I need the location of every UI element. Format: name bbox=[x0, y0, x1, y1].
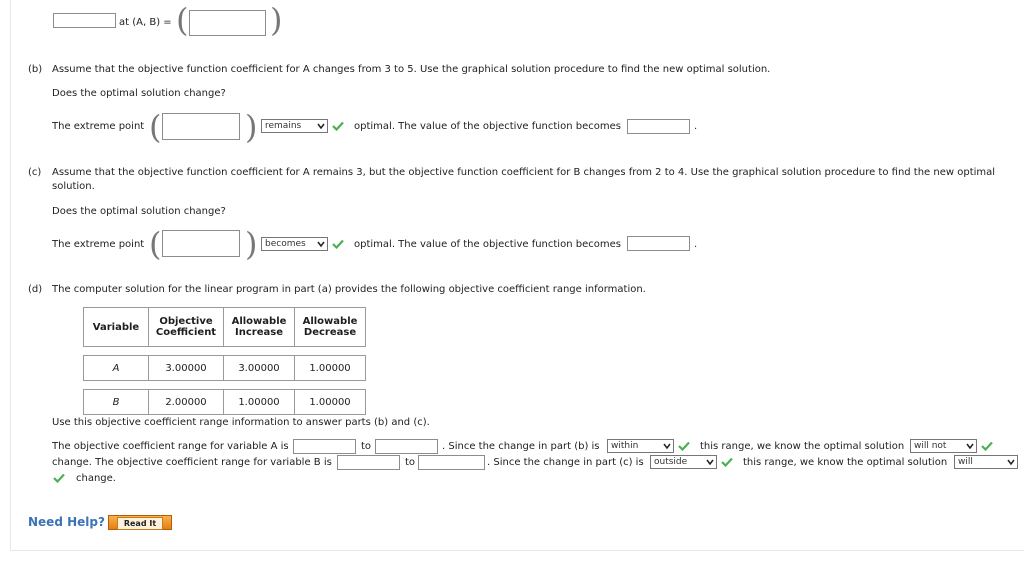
cell-objective: 3.00000 bbox=[149, 356, 224, 381]
period: . bbox=[694, 239, 698, 250]
chevron-down-icon bbox=[706, 458, 714, 466]
check-icon bbox=[678, 441, 690, 451]
check-icon bbox=[332, 121, 344, 131]
range-a-low-input[interactable] bbox=[293, 439, 356, 454]
range-b-high-input[interactable] bbox=[418, 455, 485, 470]
chevron-down-icon bbox=[966, 442, 974, 450]
part-b-select[interactable]: remains bbox=[261, 119, 328, 133]
close-paren: ) bbox=[245, 108, 258, 146]
check-icon bbox=[53, 473, 65, 483]
close-paren: ) bbox=[245, 225, 258, 263]
open-paren: ( bbox=[149, 108, 162, 146]
range-a-high-input[interactable] bbox=[375, 439, 438, 454]
part-b-value-input[interactable] bbox=[627, 119, 690, 134]
cell-increase: 1.00000 bbox=[224, 390, 295, 415]
header-objective-coefficient: Objective Coefficient bbox=[149, 308, 224, 347]
part-c-question-line1: Assume that the objective function coefficient for A remains 3, but the objective function coefficient for B changes from 2 to 4. Use the graphical solution procedure to find the new optimal bbox=[52, 167, 996, 178]
check-icon bbox=[981, 441, 993, 451]
change-label: change. bbox=[76, 473, 116, 484]
range-b-low-input[interactable] bbox=[337, 455, 400, 470]
use-info-text: Use this objective coefficient range information to answer parts (b) and (c). bbox=[52, 417, 430, 428]
chevron-down-icon bbox=[663, 442, 671, 450]
cell-objective: 2.00000 bbox=[149, 390, 224, 415]
chevron-down-icon bbox=[317, 240, 325, 248]
part-c-question-line2: solution. bbox=[52, 181, 95, 192]
part-b-after-select: optimal. The value of the objective function becomes bbox=[354, 121, 621, 132]
within-select[interactable]: within bbox=[607, 439, 674, 453]
table-row bbox=[84, 390, 366, 415]
cell-variable: B bbox=[84, 390, 149, 415]
part-d-intro: The computer solution for the linear program in part (a) provides the following objective coefficient range information. bbox=[52, 284, 646, 295]
need-help-label: Need Help? bbox=[28, 515, 105, 529]
panel-bottom-border bbox=[10, 550, 1024, 551]
open-paren: ( bbox=[176, 1, 189, 39]
cell-decrease: 1.00000 bbox=[295, 390, 366, 415]
optimal-solution-label: this range, we know the optimal solution bbox=[700, 441, 905, 452]
part-b-question: Assume that the objective function coefficient for A changes from 3 to 5. Use the graphical solution procedure to find the new optimal solution. bbox=[52, 64, 771, 75]
part-b-letter: (b) bbox=[28, 64, 43, 75]
chevron-down-icon bbox=[1007, 458, 1015, 466]
since-c-label: . Since the change in part (c) is bbox=[487, 457, 644, 468]
open-paren: ( bbox=[149, 225, 162, 263]
read-it-label: Read It bbox=[117, 517, 163, 530]
part-c-point-input[interactable] bbox=[162, 230, 240, 257]
read-it-button[interactable] bbox=[108, 515, 172, 530]
table-row bbox=[84, 356, 366, 381]
to-label: to bbox=[361, 441, 372, 452]
header-variable: Variable bbox=[84, 308, 149, 347]
value-input-top[interactable] bbox=[53, 13, 116, 28]
cell-increase: 3.00000 bbox=[224, 356, 295, 381]
table-header-row bbox=[84, 308, 366, 347]
outside-select[interactable]: outside bbox=[650, 455, 717, 469]
cell-variable: A bbox=[84, 356, 149, 381]
cell-decrease: 1.00000 bbox=[295, 356, 366, 381]
part-c-extreme-label: The extreme point bbox=[52, 239, 145, 250]
chevron-down-icon bbox=[317, 122, 325, 130]
will-not-select[interactable]: will not bbox=[910, 439, 977, 453]
check-icon bbox=[332, 239, 344, 249]
point-input-top[interactable] bbox=[189, 10, 266, 36]
check-icon bbox=[721, 457, 733, 467]
part-c-letter: (c) bbox=[28, 167, 42, 178]
to-label: to bbox=[405, 457, 416, 468]
part-d-letter: (d) bbox=[28, 284, 43, 295]
period: . bbox=[694, 121, 698, 132]
range-a-label: The objective coefficient range for variable A is bbox=[52, 441, 289, 452]
part-c-select[interactable]: becomes bbox=[261, 237, 328, 251]
part-c-value-input[interactable] bbox=[627, 236, 690, 251]
range-table bbox=[83, 307, 366, 415]
header-allowable-increase: Allowable Increase bbox=[224, 308, 295, 347]
will-select[interactable]: will bbox=[954, 455, 1018, 469]
panel-left-border bbox=[10, 0, 11, 550]
range-b-label: change. The objective coefficient range for variable B is bbox=[52, 457, 332, 468]
part-c-sub: Does the optimal solution change? bbox=[52, 206, 226, 217]
part-b-point-input[interactable] bbox=[162, 113, 240, 140]
part-c-after-select: optimal. The value of the objective function becomes bbox=[354, 239, 621, 250]
since-b-label: . Since the change in part (b) is bbox=[442, 441, 600, 452]
optimal-solution-label: this range, we know the optimal solution bbox=[743, 457, 948, 468]
at-ab-label: at (A, B) = bbox=[119, 17, 172, 28]
close-paren: ) bbox=[270, 1, 283, 39]
header-allowable-decrease: Allowable Decrease bbox=[295, 308, 366, 347]
part-b-sub: Does the optimal solution change? bbox=[52, 88, 226, 99]
part-b-extreme-label: The extreme point bbox=[52, 121, 145, 132]
